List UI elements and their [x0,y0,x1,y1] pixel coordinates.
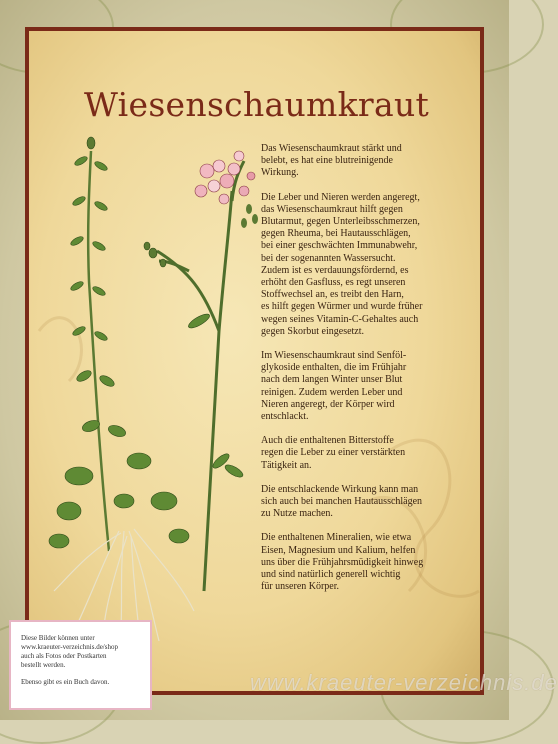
watermark: www.kraeuter-verzeichnis.de [250,670,558,695]
text-line: gegen Skorbut eingesetzt. [261,325,365,337]
text-line: nach dem langen Winter unser Blut [261,374,403,386]
text-line: bei der sogenannten Wassersucht. [261,252,396,264]
text-line: Zudem ist es verdauungsfördernd, es [261,264,409,276]
paragraph [261,435,461,472]
text-line: und sind natürlich generell wichtig [261,569,401,581]
text-line: Eisen, Magnesium und Kalium, helfen [261,544,416,556]
note-link[interactable]: www.kraeuter-verzeichnis.de/shop [21,643,118,651]
text-line: wegen seines Vitamin-C-Gehaltes auch [261,313,419,325]
text-line: belebt, es hat eine blutreinigende [261,155,393,167]
text-line: uns über die Frühjahrsmüdigkeit hinweg [261,556,424,568]
note-line: Ebenso gibt es ein Buch davon. [21,678,110,686]
page-title: Wiesenschaumkraut [84,85,430,124]
text-line: Die Leber und Nieren werden angeregt, [261,191,420,203]
text-line: entschlackt. [261,411,309,423]
note-line: auch als Fotos oder Postkarten [21,652,107,660]
paragraph [261,143,461,180]
text-line: bei einer geschwächten Immunabwehr, [261,240,418,252]
text-line: Die entschlackende Wirkung kann man [261,483,419,495]
body-text [261,143,461,606]
text-line: es hilft gegen Würmer und wurde früher [261,301,423,313]
text-line: gegen Rheuma, bei Hautausschlägen, [261,228,411,240]
text-line: Auch die enthaltenen Bitterstoffe [261,435,394,447]
paragraph [261,192,461,338]
note-line: Diese Bilder können unter [21,634,95,642]
note-line: bestellt werden. [21,661,66,669]
text-line: für unseren Körper. [261,581,340,593]
text-line: glykoside enthalten, die im Frühjahr [261,362,407,374]
text-line: Im Wiesenschaumkraut sind Senföl- [261,350,407,362]
text-line: regen die Leber zu einer verstärkten [261,447,406,459]
text-line: zu Nutze machen. [261,508,333,520]
text-line: reinigen. Zudem werden Leber und [261,386,403,398]
text-line: Wirkung. [261,167,299,179]
text-line: Blutarmut, gegen Unterleibsschmerzen, [261,216,420,228]
text-line: Tätigkeit an. [261,459,312,471]
text-line: Die enthaltenen Mineralien, wie etwa [261,532,412,544]
text-line: das Wiesenschaumkraut hilft gegen [261,203,403,215]
text-line: erhöht den Gasfluss, es regt unseren [261,277,406,289]
paragraph [261,350,461,423]
shop-note [9,620,152,710]
text-line: Stoffwechsel an, es treibt den Harn, [261,289,404,301]
paragraph [261,484,461,521]
text-line: sich auch bei manchen Hautausschlägen [261,496,423,508]
poster-card [25,27,484,695]
paragraph [261,532,461,593]
text-line: Das Wiesenschaumkraut stärkt und [261,143,402,154]
text-line: Nieren angeregt, der Körper wird [261,398,395,410]
